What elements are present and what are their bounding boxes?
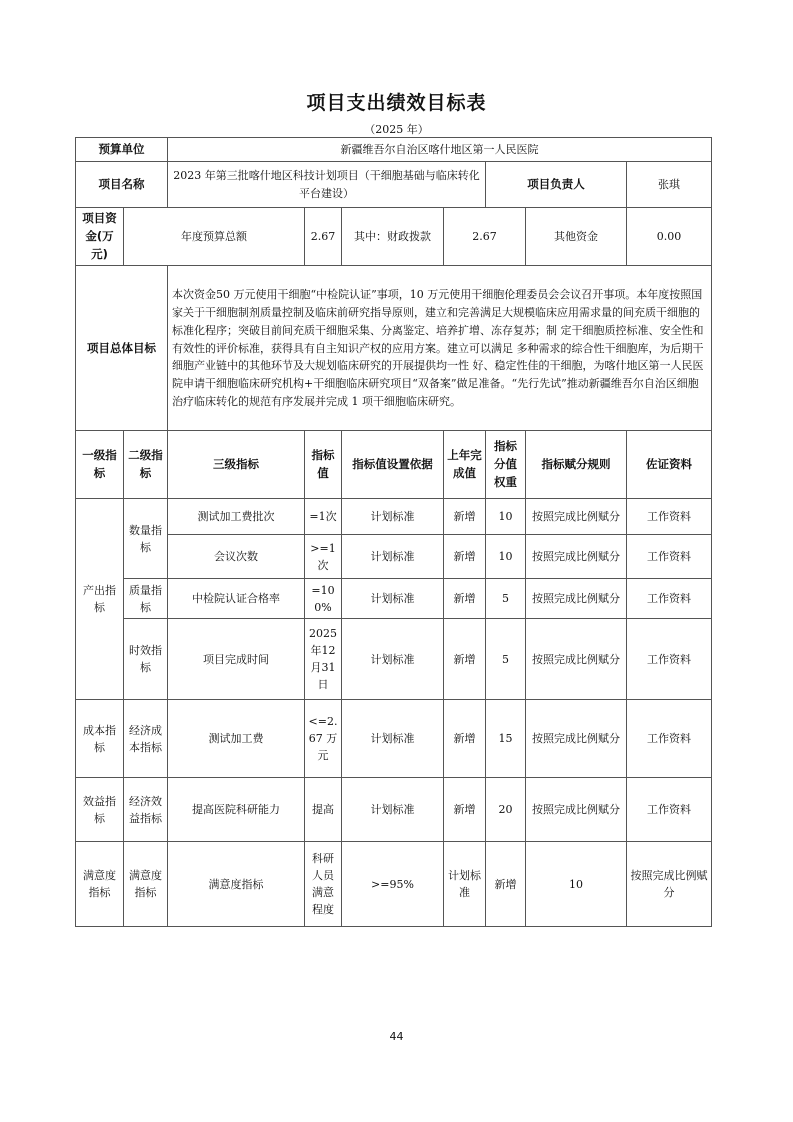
value-cell: 2025年12月31日 bbox=[305, 619, 342, 700]
table-row bbox=[76, 579, 712, 619]
weight-cell: 10 bbox=[486, 535, 526, 579]
rule-cell: 按照完成比例赋分 bbox=[526, 778, 627, 842]
annual-total-label: 年度预算总额 bbox=[124, 208, 305, 266]
weight-cell: 5 bbox=[486, 579, 526, 619]
header-rule: 指标赋分规则 bbox=[526, 431, 627, 499]
weight-cell: 15 bbox=[486, 700, 526, 778]
level3-cell: 测试加工费 bbox=[168, 700, 305, 778]
weight-cell: 新增 bbox=[486, 842, 526, 927]
fiscal-label: 其中：财政拨款 bbox=[342, 208, 444, 266]
header-weight: 指标分值权重 bbox=[486, 431, 526, 499]
header-level3: 三级指标 bbox=[168, 431, 305, 499]
value-cell: 提高 bbox=[305, 778, 342, 842]
basis-cell: >=95% bbox=[342, 842, 444, 927]
project-row bbox=[76, 162, 712, 208]
unit-label: 预算单位 bbox=[76, 138, 168, 162]
value-cell: 科研人员满意程度 bbox=[305, 842, 342, 927]
goal-row bbox=[76, 266, 712, 431]
value-cell: =100% bbox=[305, 579, 342, 619]
level2-cell: 质量指标 bbox=[124, 579, 168, 619]
value-cell: =1次 bbox=[305, 499, 342, 535]
project-name-label: 项目名称 bbox=[76, 162, 168, 208]
weight-cell: 10 bbox=[486, 499, 526, 535]
evidence-cell: 工作资料 bbox=[627, 778, 712, 842]
level2-cell: 经济效益指标 bbox=[124, 778, 168, 842]
rule-cell: 10 bbox=[526, 842, 627, 927]
evidence-cell: 工作资料 bbox=[627, 619, 712, 700]
level3-cell: 中检院认证合格率 bbox=[168, 579, 305, 619]
leader-value: 张琪 bbox=[627, 162, 712, 208]
table-row bbox=[76, 700, 712, 778]
header-level2: 二级指标 bbox=[124, 431, 168, 499]
prev-cell: 新增 bbox=[444, 499, 486, 535]
prev-cell: 新增 bbox=[444, 778, 486, 842]
evidence-cell: 工作资料 bbox=[627, 499, 712, 535]
output-group: 产出指标 bbox=[76, 499, 124, 700]
prev-cell: 新增 bbox=[444, 535, 486, 579]
satisfaction-group: 满意度指标 bbox=[76, 842, 124, 927]
table-row bbox=[76, 499, 712, 535]
funds-row bbox=[76, 208, 712, 266]
project-name-value: 2023 年第三批喀什地区科技计划项目（干细胞基础与临床转化平台建设） bbox=[168, 162, 486, 208]
header-value: 指标值 bbox=[305, 431, 342, 499]
overall-goal-text: 本次资金50 万元使用干细胞“中检院认证”事项，10 万元使用干细胞伦理委员会会议召开事项。本年度按照国家关于干细胞制剂质量控制及临床前研究指导原则，建立和完善满足大规模临床应用需求量的间充质干细胞的标准化程序；突破目前间充质干细胞采集、分离鉴定、培养扩增、冻存复苏；制 定干细胞质控标准、安全性和有效性的评价标准，获得具有自主知识产权的应用方案。建立可以满足 多种需求的综合性干细胞库，为后期干细胞产业链中的其他环节及大规划临床研究的开展提供均一性 好、稳定性佳的干细胞，为喀什地区第一人民医院申请干细胞临床研究机构+干细胞临床研究项目“双备案”做足准备。“先行先试”推动新疆维吾尔自治区细胞治疗临床转化的规范有序发展并完成 1 项干细胞临床研究。 bbox=[168, 266, 712, 431]
header-row bbox=[76, 431, 712, 499]
weight-cell: 5 bbox=[486, 619, 526, 700]
prev-cell: 新增 bbox=[444, 619, 486, 700]
evidence-cell: 工作资料 bbox=[627, 579, 712, 619]
basis-cell: 计划标准 bbox=[342, 499, 444, 535]
prev-cell: 新增 bbox=[444, 700, 486, 778]
value-cell: <=2.67 万元 bbox=[305, 700, 342, 778]
unit-value: 新疆维吾尔自治区喀什地区第一人民医院 bbox=[168, 138, 712, 162]
level3-cell: 项目完成时间 bbox=[168, 619, 305, 700]
level2-cell: 经济成本指标 bbox=[124, 700, 168, 778]
level3-cell: 会议次数 bbox=[168, 535, 305, 579]
basis-cell: 计划标准 bbox=[342, 778, 444, 842]
level2-cell: 时效指标 bbox=[124, 619, 168, 700]
rule-cell: 按照完成比例赋分 bbox=[526, 700, 627, 778]
value-cell: >=1次 bbox=[305, 535, 342, 579]
basis-cell: 计划标准 bbox=[342, 700, 444, 778]
rule-cell: 按照完成比例赋分 bbox=[526, 499, 627, 535]
cost-group: 成本指标 bbox=[76, 700, 124, 778]
benefit-group: 效益指标 bbox=[76, 778, 124, 842]
evidence-cell: 工作资料 bbox=[627, 700, 712, 778]
evidence-cell: 工作资料 bbox=[627, 535, 712, 579]
basis-cell: 计划标准 bbox=[342, 535, 444, 579]
other-funds-value: 0.00 bbox=[627, 208, 712, 266]
year-label: （2025 年） bbox=[364, 123, 429, 136]
header-level1: 一级指标 bbox=[76, 431, 124, 499]
level3-cell: 测试加工费批次 bbox=[168, 499, 305, 535]
evidence-cell: 按照完成比例赋分 bbox=[627, 842, 712, 927]
table-row bbox=[76, 842, 712, 927]
weight-cell: 20 bbox=[486, 778, 526, 842]
rule-cell: 按照完成比例赋分 bbox=[526, 619, 627, 700]
prev-cell: 计划标准 bbox=[444, 842, 486, 927]
table-row bbox=[76, 535, 712, 579]
level3-cell: 满意度指标 bbox=[168, 842, 305, 927]
prev-cell: 新增 bbox=[444, 579, 486, 619]
header-evidence: 佐证资料 bbox=[627, 431, 712, 499]
page-number: 44 bbox=[389, 1030, 404, 1043]
header-prev: 上年完成值 bbox=[444, 431, 486, 499]
rule-cell: 按照完成比例赋分 bbox=[526, 535, 627, 579]
funds-label: 项目资金(万元) bbox=[76, 208, 124, 266]
rule-cell: 按照完成比例赋分 bbox=[526, 579, 627, 619]
header-basis: 指标值设置依据 bbox=[342, 431, 444, 499]
other-funds-label: 其他资金 bbox=[526, 208, 627, 266]
unit-row bbox=[76, 138, 712, 162]
leader-label: 项目负责人 bbox=[486, 162, 627, 208]
level2-cell: 数量指标 bbox=[124, 499, 168, 579]
basis-cell: 计划标准 bbox=[342, 619, 444, 700]
overall-goal-label: 项目总体目标 bbox=[76, 266, 168, 431]
page-title: 项目支出绩效目标表 bbox=[306, 92, 487, 114]
fiscal-value: 2.67 bbox=[444, 208, 526, 266]
level3-cell: 提高医院科研能力 bbox=[168, 778, 305, 842]
table-row bbox=[76, 778, 712, 842]
basis-cell: 计划标准 bbox=[342, 579, 444, 619]
annual-total-value: 2.67 bbox=[305, 208, 342, 266]
level2-cell: 满意度指标 bbox=[124, 842, 168, 927]
performance-goal-table bbox=[75, 137, 712, 927]
table-row bbox=[76, 619, 712, 700]
